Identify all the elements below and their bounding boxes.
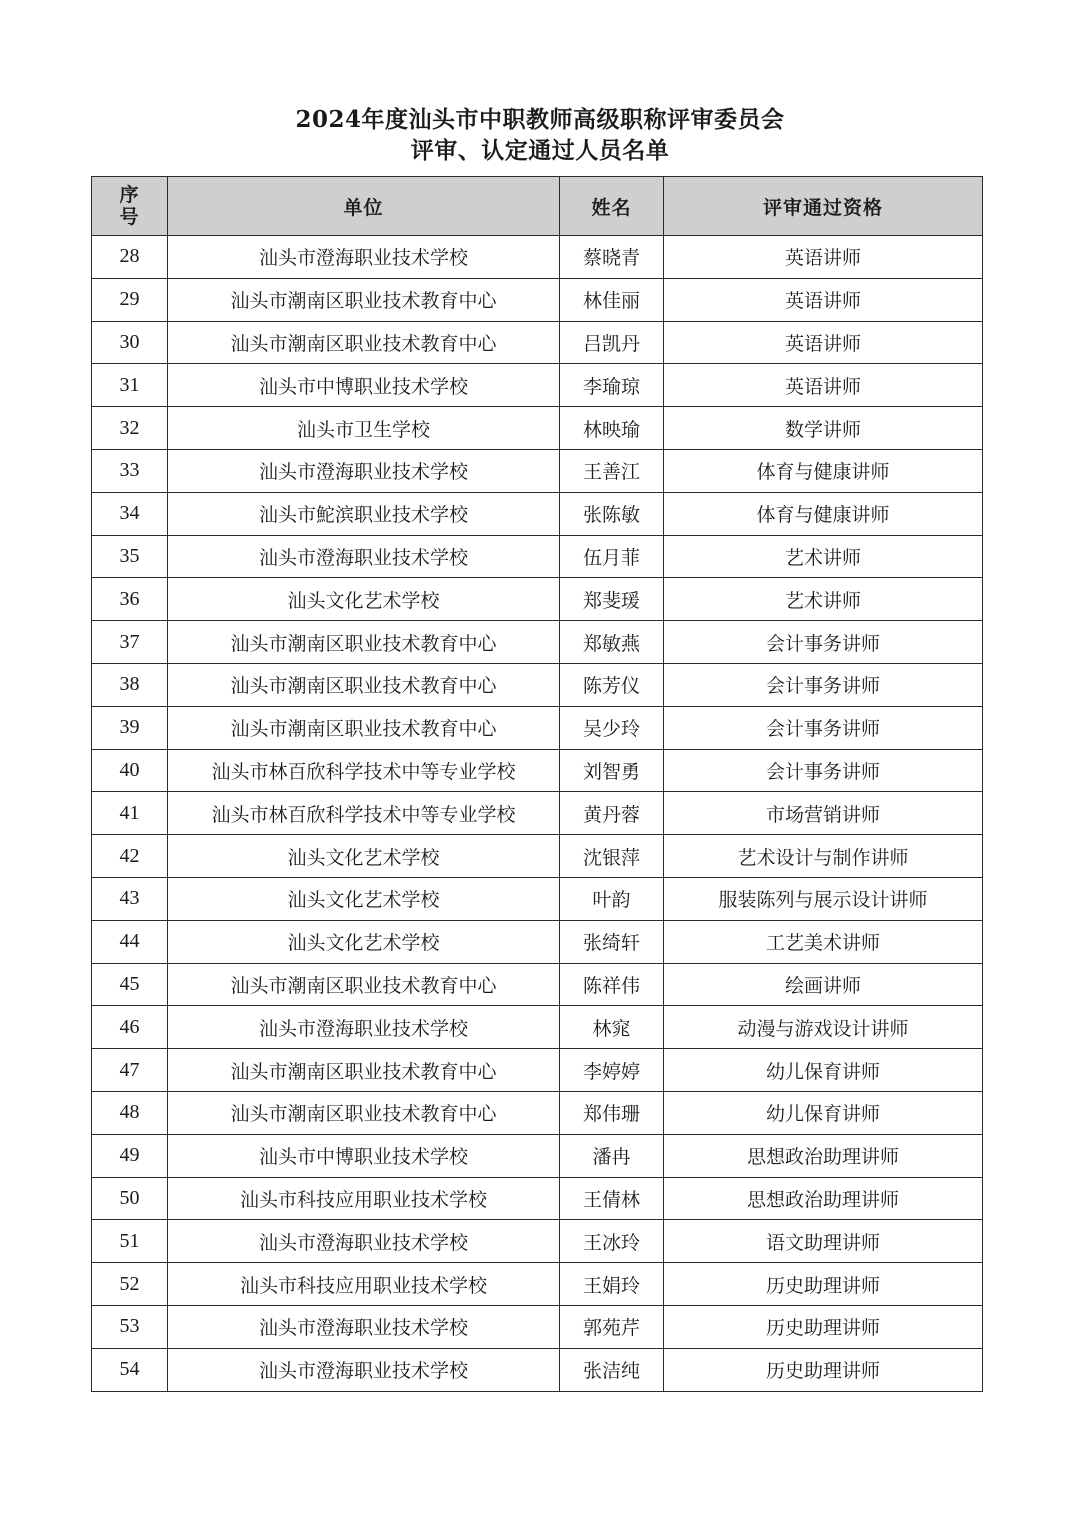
cell-qualification: 会计事务讲师 xyxy=(664,663,983,706)
cell-unit: 汕头市潮南区职业技术教育中心 xyxy=(168,663,560,706)
cell-unit: 汕头市中博职业技术学校 xyxy=(168,364,560,407)
cell-seq: 51 xyxy=(92,1220,168,1263)
cell-name: 郭苑芹 xyxy=(560,1305,664,1348)
cell-qualification: 艺术讲师 xyxy=(664,535,983,578)
cell-name: 王善江 xyxy=(560,449,664,492)
cell-qualification: 英语讲师 xyxy=(664,278,983,321)
cell-unit: 汕头文化艺术学校 xyxy=(168,578,560,621)
cell-qualification: 历史助理讲师 xyxy=(664,1348,983,1391)
cell-name: 叶韵 xyxy=(560,877,664,920)
document-title xyxy=(0,104,1080,166)
cell-qualification: 语文助理讲师 xyxy=(664,1220,983,1263)
table-row xyxy=(92,835,983,878)
cell-qualification: 幼儿保育讲师 xyxy=(664,1049,983,1092)
cell-seq: 36 xyxy=(92,578,168,621)
header-name: 姓名 xyxy=(560,177,664,236)
table-row xyxy=(92,449,983,492)
cell-unit: 汕头市中博职业技术学校 xyxy=(168,1134,560,1177)
cell-seq: 42 xyxy=(92,835,168,878)
cell-unit: 汕头文化艺术学校 xyxy=(168,877,560,920)
cell-name: 郑伟珊 xyxy=(560,1091,664,1134)
cell-seq: 44 xyxy=(92,920,168,963)
cell-qualification: 思想政治助理讲师 xyxy=(664,1134,983,1177)
title-line-2: 评审、认定通过人员名单 xyxy=(410,137,670,164)
cell-name: 林佳丽 xyxy=(560,278,664,321)
cell-qualification: 艺术设计与制作讲师 xyxy=(664,835,983,878)
cell-name: 李婷婷 xyxy=(560,1049,664,1092)
table-row xyxy=(92,364,983,407)
cell-qualification: 会计事务讲师 xyxy=(664,621,983,664)
header-seq-line-1: 序 xyxy=(119,184,140,206)
cell-name: 吴少玲 xyxy=(560,706,664,749)
cell-name: 伍月菲 xyxy=(560,535,664,578)
cell-unit: 汕头市潮南区职业技术教育中心 xyxy=(168,963,560,1006)
table-row xyxy=(92,621,983,664)
cell-qualification: 英语讲师 xyxy=(664,236,983,279)
header-seq-line-2: 号 xyxy=(119,206,140,228)
cell-unit: 汕头市澄海职业技术学校 xyxy=(168,449,560,492)
cell-name: 潘冉 xyxy=(560,1134,664,1177)
cell-qualification: 体育与健康讲师 xyxy=(664,492,983,535)
header-qualification: 评审通过资格 xyxy=(664,177,983,236)
cell-unit: 汕头市澄海职业技术学校 xyxy=(168,1348,560,1391)
cell-qualification: 绘画讲师 xyxy=(664,963,983,1006)
cell-unit: 汕头市潮南区职业技术教育中心 xyxy=(168,1091,560,1134)
cell-qualification: 体育与健康讲师 xyxy=(664,449,983,492)
cell-unit: 汕头市林百欣科学技术中等专业学校 xyxy=(168,749,560,792)
table-row xyxy=(92,1263,983,1306)
cell-name: 张绮轩 xyxy=(560,920,664,963)
header-unit: 单位 xyxy=(168,177,560,236)
table-row xyxy=(92,1134,983,1177)
header-seq xyxy=(92,177,168,236)
cell-seq: 30 xyxy=(92,321,168,364)
table-row xyxy=(92,1220,983,1263)
table-row xyxy=(92,963,983,1006)
cell-name: 蔡晓青 xyxy=(560,236,664,279)
cell-seq: 38 xyxy=(92,663,168,706)
cell-seq: 37 xyxy=(92,621,168,664)
cell-unit: 汕头文化艺术学校 xyxy=(168,920,560,963)
cell-unit: 汕头市澄海职业技术学校 xyxy=(168,236,560,279)
table-row xyxy=(92,1049,983,1092)
cell-name: 黄丹蓉 xyxy=(560,792,664,835)
table-row xyxy=(92,236,983,279)
cell-seq: 39 xyxy=(92,706,168,749)
cell-name: 张洁纯 xyxy=(560,1348,664,1391)
cell-qualification: 服装陈列与展示设计讲师 xyxy=(664,877,983,920)
cell-name: 林窕 xyxy=(560,1006,664,1049)
table-row xyxy=(92,535,983,578)
cell-unit: 汕头市澄海职业技术学校 xyxy=(168,1305,560,1348)
table-row xyxy=(92,1348,983,1391)
cell-qualification: 数学讲师 xyxy=(664,407,983,450)
cell-name: 刘智勇 xyxy=(560,749,664,792)
cell-unit: 汕头市卫生学校 xyxy=(168,407,560,450)
cell-seq: 53 xyxy=(92,1305,168,1348)
cell-seq: 32 xyxy=(92,407,168,450)
cell-name: 王冰玲 xyxy=(560,1220,664,1263)
cell-unit: 汕头市潮南区职业技术教育中心 xyxy=(168,1049,560,1092)
table-row xyxy=(92,1006,983,1049)
cell-seq: 40 xyxy=(92,749,168,792)
cell-qualification: 英语讲师 xyxy=(664,321,983,364)
cell-unit: 汕头市澄海职业技术学校 xyxy=(168,1006,560,1049)
cell-unit: 汕头市潮南区职业技术教育中心 xyxy=(168,321,560,364)
table-row xyxy=(92,663,983,706)
cell-seq: 45 xyxy=(92,963,168,1006)
cell-qualification: 历史助理讲师 xyxy=(664,1263,983,1306)
cell-qualification: 动漫与游戏设计讲师 xyxy=(664,1006,983,1049)
cell-unit: 汕头市澄海职业技术学校 xyxy=(168,535,560,578)
cell-seq: 31 xyxy=(92,364,168,407)
cell-name: 李瑜琼 xyxy=(560,364,664,407)
cell-name: 郑斐瑗 xyxy=(560,578,664,621)
cell-seq: 54 xyxy=(92,1348,168,1391)
cell-name: 张陈敏 xyxy=(560,492,664,535)
cell-unit: 汕头市科技应用职业技术学校 xyxy=(168,1177,560,1220)
table-row xyxy=(92,578,983,621)
cell-seq: 48 xyxy=(92,1091,168,1134)
cell-name: 王娟玲 xyxy=(560,1263,664,1306)
table-row xyxy=(92,877,983,920)
cell-name: 沈银萍 xyxy=(560,835,664,878)
results-table xyxy=(91,176,983,1392)
cell-qualification: 历史助理讲师 xyxy=(664,1305,983,1348)
table-row xyxy=(92,321,983,364)
cell-unit: 汕头文化艺术学校 xyxy=(168,835,560,878)
cell-seq: 33 xyxy=(92,449,168,492)
table-row xyxy=(92,706,983,749)
table-row xyxy=(92,1091,983,1134)
table-row xyxy=(92,407,983,450)
cell-unit: 汕头市潮南区职业技术教育中心 xyxy=(168,621,560,664)
table-row xyxy=(92,278,983,321)
cell-name: 吕凯丹 xyxy=(560,321,664,364)
cell-qualification: 英语讲师 xyxy=(664,364,983,407)
table-row xyxy=(92,1177,983,1220)
cell-seq: 43 xyxy=(92,877,168,920)
table-header xyxy=(92,177,983,236)
cell-seq: 28 xyxy=(92,236,168,279)
cell-unit: 汕头市潮南区职业技术教育中心 xyxy=(168,278,560,321)
title-line-1: 2024年度汕头市中职教师高级职称评审委员会 xyxy=(295,106,785,133)
table-row xyxy=(92,749,983,792)
cell-seq: 41 xyxy=(92,792,168,835)
table-row xyxy=(92,1305,983,1348)
cell-qualification: 思想政治助理讲师 xyxy=(664,1177,983,1220)
cell-name: 陈芳仪 xyxy=(560,663,664,706)
cell-seq: 50 xyxy=(92,1177,168,1220)
cell-seq: 29 xyxy=(92,278,168,321)
cell-qualification: 幼儿保育讲师 xyxy=(664,1091,983,1134)
cell-seq: 35 xyxy=(92,535,168,578)
cell-unit: 汕头市澄海职业技术学校 xyxy=(168,1220,560,1263)
cell-qualification: 市场营销讲师 xyxy=(664,792,983,835)
cell-name: 林映瑜 xyxy=(560,407,664,450)
cell-qualification: 会计事务讲师 xyxy=(664,749,983,792)
cell-qualification: 工艺美术讲师 xyxy=(664,920,983,963)
cell-qualification: 艺术讲师 xyxy=(664,578,983,621)
cell-unit: 汕头市林百欣科学技术中等专业学校 xyxy=(168,792,560,835)
table-row xyxy=(92,920,983,963)
cell-seq: 49 xyxy=(92,1134,168,1177)
cell-seq: 52 xyxy=(92,1263,168,1306)
cell-name: 郑敏燕 xyxy=(560,621,664,664)
cell-unit: 汕头市潮南区职业技术教育中心 xyxy=(168,706,560,749)
cell-seq: 46 xyxy=(92,1006,168,1049)
cell-unit: 汕头市鮀滨职业技术学校 xyxy=(168,492,560,535)
table-body xyxy=(92,236,983,1392)
table-row xyxy=(92,492,983,535)
table-row xyxy=(92,792,983,835)
cell-name: 陈祥伟 xyxy=(560,963,664,1006)
cell-seq: 34 xyxy=(92,492,168,535)
cell-unit: 汕头市科技应用职业技术学校 xyxy=(168,1263,560,1306)
cell-name: 王倩林 xyxy=(560,1177,664,1220)
cell-qualification: 会计事务讲师 xyxy=(664,706,983,749)
cell-seq: 47 xyxy=(92,1049,168,1092)
header-row xyxy=(92,177,983,236)
